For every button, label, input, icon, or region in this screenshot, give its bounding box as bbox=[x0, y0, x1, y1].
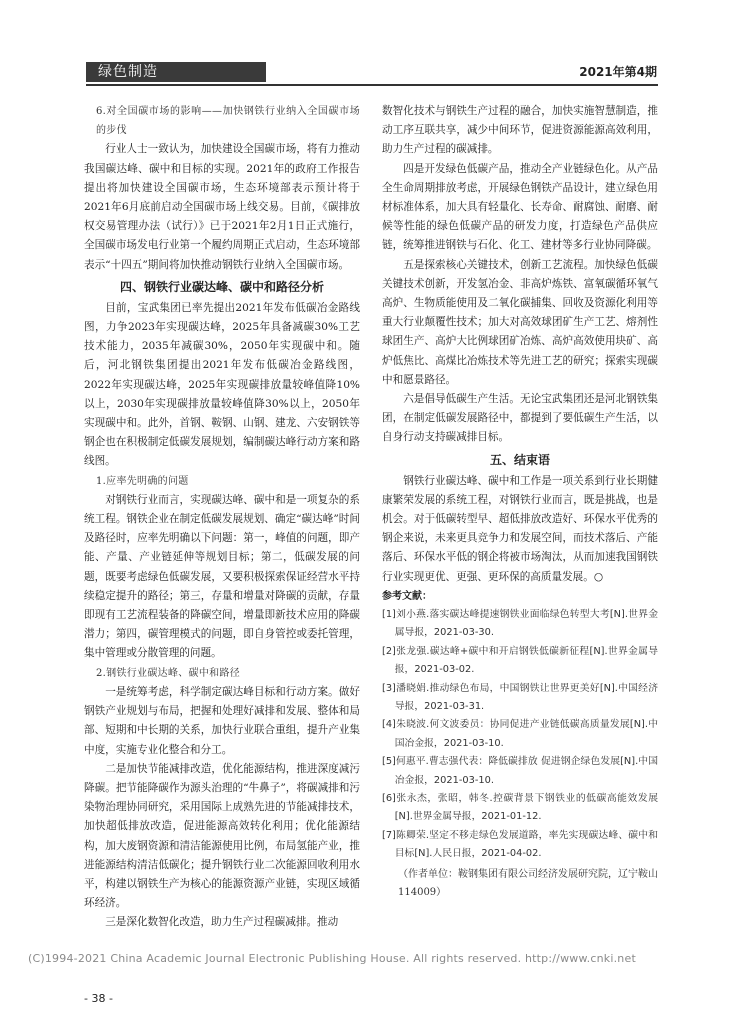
paragraph: 目前，宝武集团已率先提出2021年发布低碳冶金路线图，力争2023年实现碳达峰，2025年具备减碳30%工艺技术能力，2035年减碳30%，2050年实现碳中和。随后，河北钢铁集团提出2021年发布低碳冶金路线图，2022年实现碳达峰，2025年实现碳排放量较峰值降10%以上，2030年实现碳排放量较峰值降30%以上，2050年实现碳中和。此外，首钢、鞍钢、山钢、建龙、六安钢铁等钢企也在积极制定低碳发展规划，编制碳达峰行动方案和路线图。 bbox=[84, 301, 360, 468]
paragraph: 对钢铁行业而言，实现碳达峰、碳中和是一项复杂的系统工程。钢铁企业在制定低碳发展规划、确定“碳达峰”时间及路径时，应率先明确以下问题：第一，峰值的问题，即产能、产量、产业链延伸等规划目标；第二，低碳发展的问题，既要考虑绿色低碳发展，又要积极探索保证经营水平持续稳定提升的路径；第三，存量和增量对降碳的贡献，存量即现有工艺流程装备的降碳空间，增量即新技术应用的降碳潜力；第四，碳管理模式的问题，即自身管控或委托管理，集中管理或分散管理的问题。 bbox=[84, 493, 360, 660]
paragraph: 五是探索核心关键技术，创新工艺流程。加快绿色低碳关键技术创新，开发氢冶金、非高炉炼铁、富氧碳循环氧气高炉、生物质能使用及二氧化碳捕集、回收及资源化利用等重大行业颠覆性技术；加大对高效球团矿生产工艺、熔剂性球团生产、高炉大比例球团矿冶炼、高炉高效使用块矿、高炉低焦比、高煤比冶炼技术等先进工艺的研究；探索实现碳中和愿景路径。 bbox=[382, 258, 658, 386]
paragraph: 一是统筹考虑，科学制定碳达峰目标和行动方案。做好钢铁产业规划与布局，把握和处理好减排和发展、整体和局部、短期和中长期的关系，加快行业联合重组，提升产业集中度，实施专业化整合和分工。 bbox=[84, 685, 360, 756]
paragraph: 钢铁行业碳达峰、碳中和工作是一项关系到行业长期健康繁荣发展的系统工程，对钢铁行业而言，既是挑战，也是机会。对于低碳转型早、超低排放改造好、环保水平优秀的钢企来说，未来更具竞争力和发展空间，而技术落后、产能落后、环保水平低的钢企将被市场淘汰，从而加速我国钢铁行业实现更优、更强、更环保的高质量发展。○ bbox=[382, 474, 658, 583]
reference-item: [4]朱晓波.何文波委员：协同促进产业链低碳高质量发展[N].中国冶金报，2021-03-10. bbox=[382, 719, 658, 749]
subheading-carbon-market: 6.对全国碳市场的影响——加快钢铁行业纳入全国碳市场的步伐 bbox=[96, 106, 360, 137]
reference-item: [7]陈卿荣.坚定不移走绿色发展道路，率先实现碳达峰、碳中和目标[N].人民日报，2021-04-02. bbox=[382, 829, 658, 860]
section-banner: 绿色制造 bbox=[86, 62, 266, 82]
right-column bbox=[382, 102, 658, 902]
paragraph: 四是开发绿色低碳产品，推动全产业链绿色化。从产品全生命周期排放考虑，开展绿色钢铁产品设计，建立绿色用材标准体系，加大具有轻量化、长寿命、耐腐蚀、耐磨、耐候等性能的绿色低碳产品的研发力度，打造绿色产品供应链，统筹推进钢铁与石化、化工、建材等多行业协同降碳。 bbox=[382, 162, 658, 252]
author-affiliation: （作者单位：鞍钢集团有限公司经济发展研究院，辽宁鞍山114009） bbox=[398, 868, 658, 898]
reference-list bbox=[382, 606, 658, 864]
paragraph: 行业人士一致认为，加快建设全国碳市场，将有力推动我国碳达峰、碳中和目标的实现。2021年的政府工作报告提出将加快建设全国碳市场，生态环境部表示预计将于2021年6月底前启动全国碳市场上线交易。目前，《碳排放权交易管理办法（试行）》已于2021年2月1日正式施行，全国碳市场发电行业第一个履约周期正式启动，生态环境部表示“十四五”期间将加快推动钢铁行业纳入全国碳市场。 bbox=[84, 143, 360, 271]
reference-item: [5]何惠平.曹志强代表：降低碳排放 促进钢企绿色发展[N].中国冶金报，2021-03-10. bbox=[382, 756, 658, 786]
references-title: 参考文献： bbox=[382, 590, 432, 602]
reference-item: [6]张永杰，张昭，韩冬.控碳背景下钢铁业的低碳高能效发展[N].世界金属导报，2021-01-12. bbox=[382, 792, 658, 823]
paragraph: 三是深化数智化改造，助力生产过程碳减排。推动 bbox=[105, 916, 339, 929]
page-number: - 38 - bbox=[84, 992, 113, 1005]
paragraph: 数智化技术与钢铁生产过程的融合，加快实施智慧制造，推动工序互联共享，减少中间环节，促进资源能源高效利用，助力生产过程的碳减排。 bbox=[382, 105, 658, 156]
subheading-paths: 2.钢铁行业碳达峰、碳中和路径 bbox=[96, 667, 241, 679]
reference-item: [2]张龙强.碳达峰+碳中和开启钢铁低碳新征程[N].世界金属导报，2021-03-02. bbox=[382, 645, 658, 676]
issue-label: 2021年第4期 bbox=[579, 65, 657, 79]
paragraph: 二是加快节能减排改造，优化能源结构，推进深度减污降碳。把节能降碳作为源头治理的“牛鼻子”，将碳减排和污染物治理协同研究，采用国际上成熟先进的节能减排技术，加快超低排放改造，促进能源高效转化利用；优化能源结构，加大废钢资源和清洁能源使用比例，布局氢能产业，推进能源结构清洁低碳化；提升钢铁行业二次能源回收利用水平，构建以钢铁生产为核心的能源资源产业链，实现区域循环经济。 bbox=[84, 762, 360, 910]
section-heading-5: 五、结束语 bbox=[489, 452, 550, 467]
subheading-issues: 1.应率先明确的问题 bbox=[96, 475, 189, 487]
left-column bbox=[84, 102, 360, 933]
paragraph: 六是倡导低碳生产生活。无论宝武集团还是河北钢铁集团，在制定低碳发展路径中，都提到了要低碳生产生活，以自身行动支持碳减排目标。 bbox=[382, 393, 658, 444]
reference-item: [1]刘小燕.落实碳达峰提速钢铁业面临绿色转型大考[N].世界金属导报，2021-03-30. bbox=[382, 608, 658, 639]
copyright-notice: (C)1994-2021 China Academic Journal Electronic Publishing House. All rights reserved. http://www.cnki.net bbox=[28, 952, 636, 965]
reference-item: [3]潘晓娟.推动绿色布局，中国钢铁让世界更美好[N].中国经济导报，2021-03-31. bbox=[382, 682, 658, 712]
header-rule bbox=[86, 84, 658, 86]
section-heading-4: 四、钢铁行业碳达峰、碳中和路径分析 bbox=[119, 279, 324, 294]
